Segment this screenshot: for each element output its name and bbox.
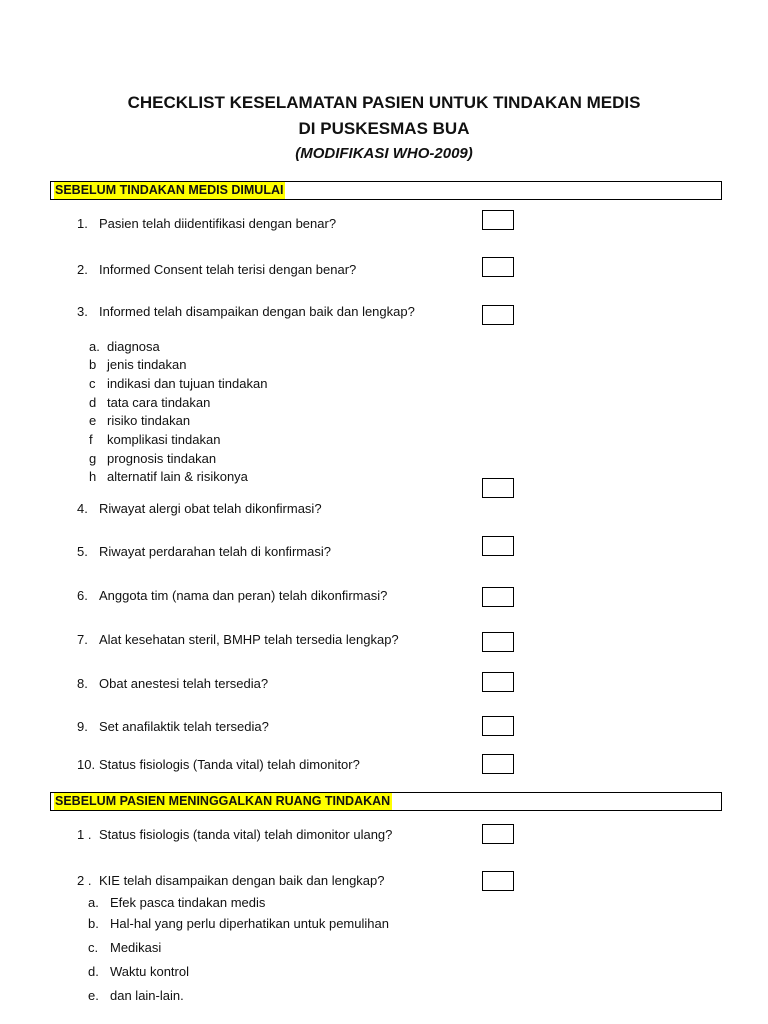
checklist-item bbox=[77, 632, 399, 648]
checklist-item bbox=[77, 827, 392, 843]
sub-item-text: Hal-hal yang perlu diperhatikan untuk pemulihan bbox=[110, 916, 389, 931]
sub-item bbox=[89, 451, 216, 467]
item-text: Obat anestesi telah tersedia? bbox=[99, 676, 269, 691]
document-title-line2: DI PUSKESMAS BUA bbox=[298, 119, 470, 138]
item-text: Riwayat perdarahan telah di konfirmasi? bbox=[99, 544, 331, 559]
item-number: 9. bbox=[77, 719, 88, 734]
section-heading-text: SEBELUM PASIEN MENINGGALKAN RUANG TINDAKAN bbox=[55, 794, 391, 808]
checklist-item bbox=[77, 501, 322, 517]
sub-item bbox=[89, 469, 248, 485]
sub-item-letter: f bbox=[89, 432, 93, 447]
item-number: 10. bbox=[77, 757, 96, 772]
sub-item-letter: c. bbox=[88, 940, 99, 955]
item-text: Status fisiologis (tanda vital) telah dimonitor ulang? bbox=[99, 827, 393, 842]
sub-item bbox=[88, 916, 389, 932]
sub-item bbox=[88, 988, 184, 1004]
sub-item-text: Medikasi bbox=[110, 940, 162, 955]
sub-item-letter: b. bbox=[88, 916, 99, 931]
checkbox[interactable] bbox=[482, 536, 514, 556]
sub-item-text: prognosis tindakan bbox=[107, 451, 217, 466]
checkbox[interactable] bbox=[482, 871, 514, 891]
sub-item-letter: e bbox=[89, 413, 97, 428]
sub-item-text: tata cara tindakan bbox=[107, 395, 211, 410]
item-number: 6. bbox=[77, 588, 88, 603]
checkbox[interactable] bbox=[482, 632, 514, 652]
sub-item-text: alternatif lain & risikonya bbox=[107, 469, 248, 484]
checklist-item bbox=[77, 262, 356, 278]
item-text: Informed telah disampaikan dengan baik dan lengkap? bbox=[99, 304, 415, 319]
document-title-line1: CHECKLIST KESELAMATAN PASIEN UNTUK TINDAKAN MEDIS bbox=[127, 93, 641, 112]
sub-item bbox=[89, 357, 187, 373]
checklist-item bbox=[77, 719, 269, 735]
checklist-item bbox=[77, 588, 387, 604]
sub-item-letter: d. bbox=[88, 964, 99, 979]
sub-item-letter: a. bbox=[88, 895, 99, 910]
sub-item-letter: g bbox=[89, 451, 97, 466]
item-text: Anggota tim (nama dan peran) telah dikonfirmasi? bbox=[99, 588, 388, 603]
sub-item-letter: a. bbox=[89, 339, 100, 354]
item-text: Set anafilaktik telah tersedia? bbox=[99, 719, 269, 734]
sub-item bbox=[89, 395, 210, 411]
checkbox[interactable] bbox=[482, 257, 514, 277]
item-number: 2 . bbox=[77, 873, 92, 888]
item-text: Status fisiologis (Tanda vital) telah dimonitor? bbox=[99, 757, 360, 772]
sub-item-text: risiko tindakan bbox=[107, 413, 191, 428]
checklist-item bbox=[77, 873, 385, 889]
item-text: KIE telah disampaikan dengan baik dan lengkap? bbox=[99, 873, 385, 888]
checklist-item bbox=[77, 757, 360, 773]
item-number: 8. bbox=[77, 676, 88, 691]
sub-item-letter: e. bbox=[88, 988, 99, 1003]
sub-item-text: dan lain-lain. bbox=[110, 988, 184, 1003]
sub-item bbox=[89, 432, 220, 448]
item-text: Alat kesehatan steril, BMHP telah tersedia lengkap? bbox=[99, 632, 399, 647]
sub-item bbox=[89, 376, 267, 392]
item-number: 3. bbox=[77, 304, 88, 319]
item-number: 7. bbox=[77, 632, 88, 647]
sub-item bbox=[89, 339, 160, 355]
checkbox[interactable] bbox=[482, 716, 514, 736]
sub-item bbox=[88, 895, 265, 911]
sub-item-text: diagnosa bbox=[107, 339, 160, 354]
item-text: Pasien telah diidentifikasi dengan benar? bbox=[99, 216, 337, 231]
section-heading-text: SEBELUM TINDAKAN MEDIS DIMULAI bbox=[55, 183, 284, 197]
item-number: 1 . bbox=[77, 827, 92, 842]
sub-item-letter: h bbox=[89, 469, 97, 484]
sub-item-text: indikasi dan tujuan tindakan bbox=[107, 376, 268, 391]
sub-item-text: Efek pasca tindakan medis bbox=[110, 895, 266, 910]
section-header-before-leaving-room bbox=[50, 792, 722, 811]
item-text: Informed Consent telah terisi dengan benar? bbox=[99, 262, 357, 277]
checkbox[interactable] bbox=[482, 305, 514, 325]
sub-item-letter: d bbox=[89, 395, 97, 410]
checklist-item bbox=[77, 216, 336, 232]
sub-item bbox=[88, 940, 161, 956]
checkbox[interactable] bbox=[482, 754, 514, 774]
checkbox[interactable] bbox=[482, 478, 514, 498]
sub-item-text: Waktu kontrol bbox=[110, 964, 189, 979]
sub-item-text: komplikasi tindakan bbox=[107, 432, 221, 447]
item-number: 4. bbox=[77, 501, 88, 516]
sub-item bbox=[89, 413, 190, 429]
section-header-before-procedure bbox=[50, 181, 722, 200]
checkbox[interactable] bbox=[482, 672, 514, 692]
item-number: 2. bbox=[77, 262, 88, 277]
checklist-item bbox=[77, 676, 268, 692]
document-subtitle: (MODIFIKASI WHO-2009) bbox=[295, 145, 473, 162]
checkbox[interactable] bbox=[482, 587, 514, 607]
checklist-item bbox=[77, 304, 415, 320]
item-number: 5. bbox=[77, 544, 88, 559]
sub-item-letter: c bbox=[89, 376, 96, 391]
sub-item-text: jenis tindakan bbox=[107, 357, 187, 372]
item-number: 1. bbox=[77, 216, 88, 231]
checkbox[interactable] bbox=[482, 824, 514, 844]
checklist-item bbox=[77, 544, 331, 560]
checkbox[interactable] bbox=[482, 210, 514, 230]
sub-item-letter: b bbox=[89, 357, 97, 372]
item-text: Riwayat alergi obat telah dikonfirmasi? bbox=[99, 501, 322, 516]
sub-item bbox=[88, 964, 189, 980]
